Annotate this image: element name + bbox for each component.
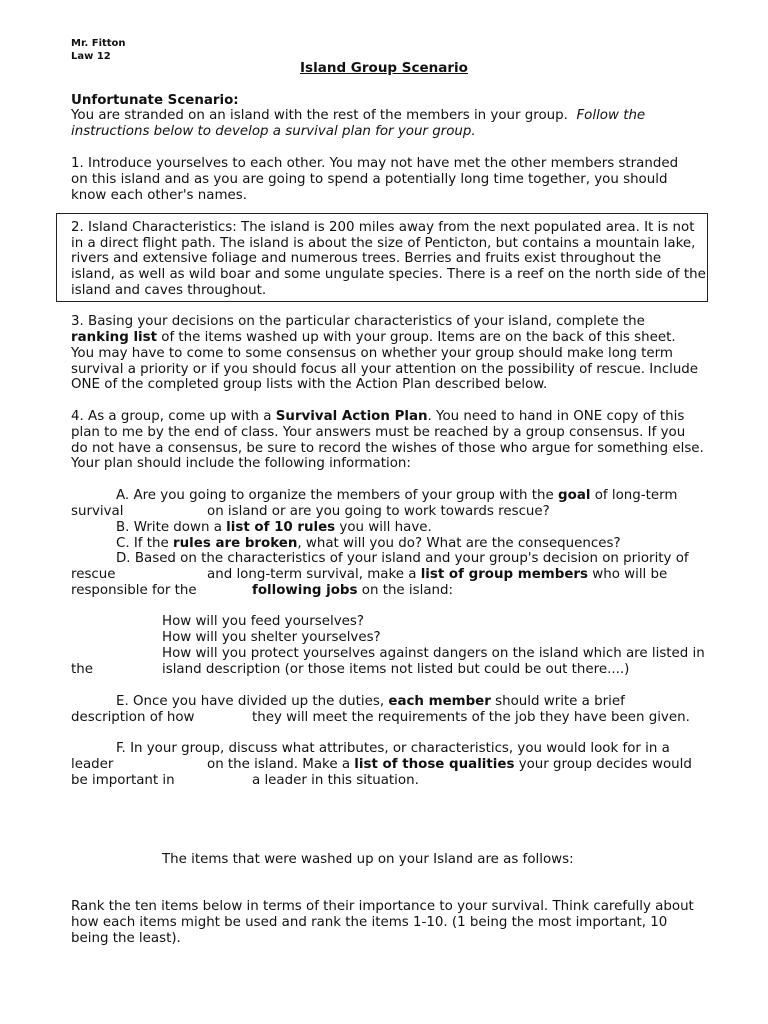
point-f-line: be important in [71,773,175,788]
rank-line: how each items might be used and rank the items 1-10. (1 being the most important, 10 [71,915,668,930]
point-e-line: E. Once you have divided up the duties, each member should write a brief [116,694,625,709]
scenario-line-2: instructions below to develop a survival plan for your group. [71,124,476,139]
point-b-line: B. Write down a list of 10 rules you will have. [116,520,432,535]
point-f-line: leader [71,757,114,772]
rank-line: Rank the ten items below in terms of their importance to your survival. Think carefully about [71,899,694,914]
point-a-line: survival [71,504,124,519]
point-f-line: F. In your group, discuss what attributes, or characteristics, you would look for in a [116,741,670,756]
item3-line: 3. Basing your decisions on the particular characteristics of your island, complete the [71,314,645,329]
point-d-line: and long-term survival, make a list of group members who will be [207,567,668,582]
item1-line: 1. Introduce yourselves to each other. You may not have met the other members stranded [71,156,679,171]
item4-line: Your plan should include the following information: [71,456,411,471]
item4-line: do not have a consensus, be sure to record the wishes of those who argue for something else. [71,441,704,456]
scenario-heading: Unfortunate Scenario: [71,93,239,108]
item2-line: rivers and extensive foliage and numerous trees. Berries and fruits exist throughout the [71,251,662,266]
question-line: island description (or those items not listed but could be out there....) [162,662,630,677]
item2-line: 2. Island Characteristics: The island is 200 miles away from the next populated area. It is not [71,220,695,235]
point-c-line: C. If the rules are broken, what will you do? What are the consequences? [116,536,621,551]
item1-line: on this island and as you are going to spend a potentially long time together, you should [71,172,668,187]
point-a-line: on island or are you going to work towards rescue? [207,504,550,519]
question-line: How will you protect yourselves against dangers on the island which are listed in [162,646,705,661]
page-title: Island Group Scenario [300,60,468,76]
item3-line: ONE of the completed group lists with the Action Plan described below. [71,377,548,392]
point-d-line: D. Based on the characteristics of your island and your group's decision on priority of [116,551,689,566]
teacher-name: Mr. Fitton [71,38,126,49]
rank-line: being the least). [71,931,181,946]
item3-line: survival a priority or if you should focus all your attention on the possibility of rescue. Include [71,362,699,377]
course-name: Law 12 [71,51,111,62]
item3-line: ranking list of the items washed up with your group. Items are on the back of this sheet. [71,330,676,345]
scenario-line-1: You are stranded on an island with the rest of the members in your group. Follow the [71,108,646,123]
point-f-line: on the island. Make a list of those qualities your group decides would [207,757,692,772]
item2-line: island and caves throughout. [71,283,267,298]
question-line: How will you shelter yourselves? [162,630,381,645]
item2-line: island, as well as wild boar and some ungulate species. There is a reef on the north side of the [71,267,706,282]
item2-line: in a direct flight path. The island is about the size of Penticton, but contains a mountain lake, [71,236,696,251]
point-f-line: a leader in this situation. [252,773,419,788]
items-intro: The items that were washed up on your Island are as follows: [162,852,574,867]
point-d-line: following jobs on the island: [252,583,454,598]
point-e-line: description of how [71,710,195,725]
point-a-line: A. Are you going to organize the members of your group with the goal of long-term [116,488,678,503]
point-e-line: they will meet the requirements of the job they have been given. [252,710,690,725]
item4-line: plan to me by the end of class. Your answers must be reached by a group consensus. If you [71,425,686,440]
item4-line: 4. As a group, come up with a Survival Action Plan. You need to hand in ONE copy of this [71,409,685,424]
item3-line: You may have to come to some consensus on whether your group should make long term [71,346,673,361]
point-d-line: responsible for the [71,583,197,598]
item1-line: know each other's names. [71,188,247,203]
question-line: How will you feed yourselves? [162,614,364,629]
question-line: the [71,662,93,677]
point-d-line: rescue [71,567,116,582]
